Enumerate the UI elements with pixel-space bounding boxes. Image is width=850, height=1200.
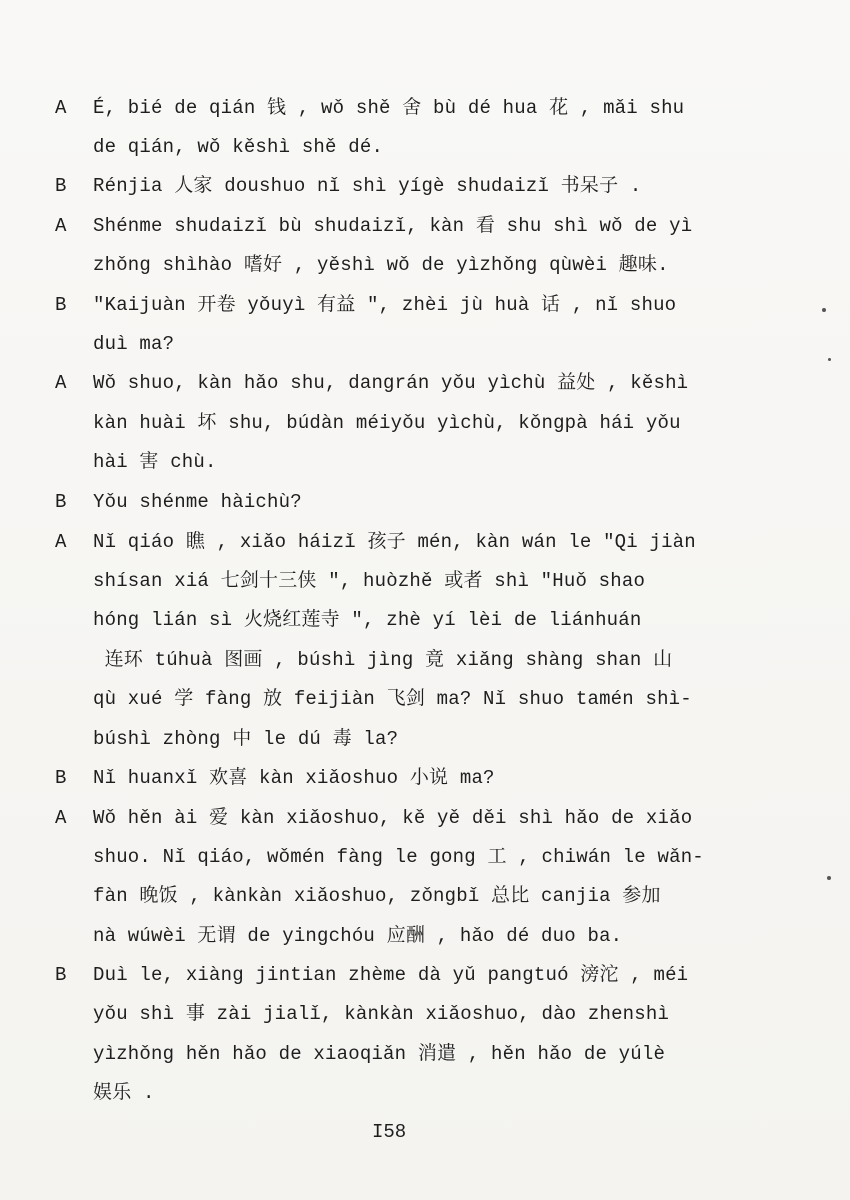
dialogue-line: 连环 túhuà 图画 , búshì jìng 竟 xiǎng shàng shan 山 [93,649,673,671]
dialogue-line: Nǐ qiáo 瞧 , xiǎo háizǐ 孩子 mén, kàn wán le "Qi jiàn [93,531,696,553]
dialogue-line: zhǒng shìhào 嗜好 , yěshì wǒ de yìzhǒng qùwèi 趣味. [93,254,669,276]
dialogue-line: kàn huài 坏 shu, búdàn méiyǒu yìchù, kǒngpà hái yǒu [93,412,681,434]
dialogue-line: fàn 晚饭 , kànkàn xiǎoshuo, zǒngbǐ 总比 canjia 参加 [93,885,661,907]
dialogue-line: duì ma? [93,333,175,355]
speaker-label: A [55,531,67,553]
speaker-label: B [55,767,67,789]
dialogue-line: yǒu shì 事 zài jialǐ, kànkàn xiǎoshuo, dào zhenshì [93,1003,670,1025]
scan-speck [822,308,826,312]
scan-speck [828,358,831,361]
dialogue-line: Nǐ huanxǐ 欢喜 kàn xiǎoshuo 小说 ma? [93,767,495,789]
speaker-label: B [55,964,67,986]
dialogue-line: nà wúwèi 无谓 de yingchóu 应酬 , hǎo dé duo ba. [93,925,623,947]
dialogue-line: hóng lián sì 火烧红莲寺 ", zhè yí lèi de liánhuán [93,609,642,631]
dialogue-line: de qián, wǒ kěshì shě dé. [93,136,384,158]
page-number: I58 [372,1121,407,1143]
speaker-label: B [55,491,67,513]
dialogue-line: Wǒ shuo, kàn hǎo shu, dangrán yǒu yìchù 益处 , kěshì [93,372,689,394]
speaker-label: A [55,372,67,394]
dialogue-line: Duì le, xiàng jintian zhème dà yǔ pangtuó 滂沱 , méi [93,964,689,986]
speaker-label: B [55,175,67,197]
dialogue-line: É, bié de qián 钱 , wǒ shě 舍 bù dé hua 花 , mǎi shu [93,97,685,119]
dialogue-line: búshì zhòng 中 le dú 毒 la? [93,728,399,750]
speaker-label: A [55,215,67,237]
speaker-label: B [55,294,67,316]
dialogue-line: Wǒ hěn ài 爱 kàn xiǎoshuo, kě yě děi shì hǎo de xiǎo [93,807,693,829]
dialogue-line: qù xué 学 fàng 放 feijiàn 飞剑 ma? Nǐ shuo tamén shì- [93,688,692,710]
dialogue-line: shísan xiá 七剑十三侠 ", huòzhě 或者 shì "Huǒ shao [93,570,646,592]
dialogue-line: Rénjia 人家 doushuo nǐ shì yígè shudaizǐ 书呆子 . [93,175,642,197]
speaker-label: A [55,807,67,829]
dialogue-line: hài 害 chù. [93,451,217,473]
dialogue-line: yìzhǒng hěn hǎo de xiaoqiǎn 消遣 , hěn hǎo de yúlè [93,1043,666,1065]
dialogue-line: "Kaijuàn 开卷 yǒuyì 有益 ", zhèi jù huà 话 , nǐ shuo [93,294,677,316]
dialogue-line: Yǒu shénme hàichù? [93,491,302,513]
dialogue-line: 娱乐 . [93,1082,155,1104]
dialogue-line: Shénme shudaizǐ bù shudaizǐ, kàn 看 shu shì wǒ de yì [93,215,693,237]
scan-speck [827,876,831,880]
speaker-label: A [55,97,67,119]
dialogue-line: shuo. Nǐ qiáo, wǒmén fàng le gong 工 , chiwán le wǎn- [93,846,704,868]
